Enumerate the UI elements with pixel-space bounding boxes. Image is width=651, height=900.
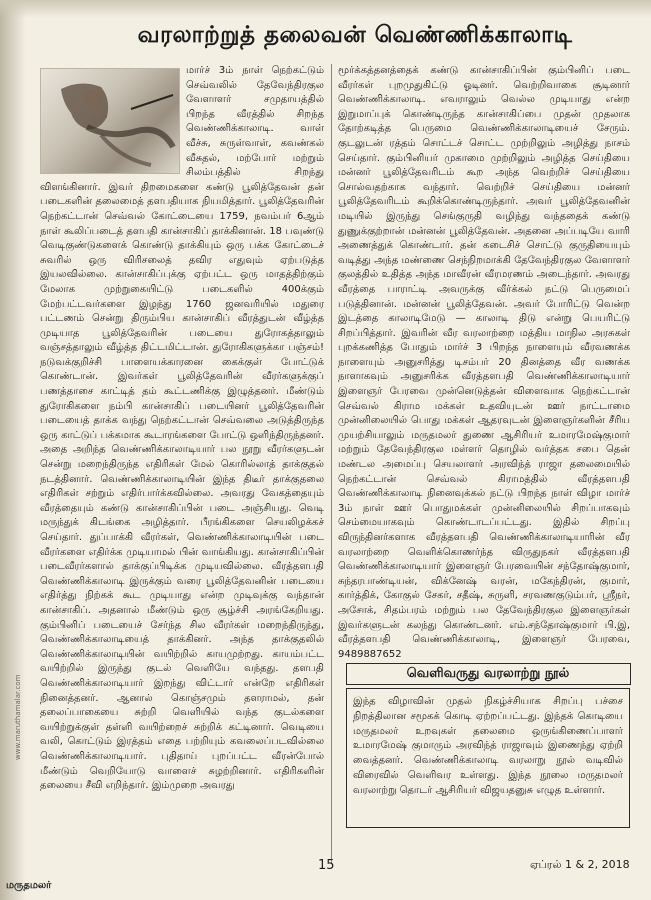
left-column-text: மார்ச் 3ம் நாள் நெற்கட்டும் செவ்வலில் தேவேந்திரகுல வேளாளர் சமுதாயத்தில் பிறந்த வீரத்தில் சிறந்த வெண்ணிக்காலாடி. வாள் வீச்சு, சுருள்வாள், கவண்கல் வீசுதல், மற்போர் மற்றும் சிலம்பத்தில் சிறந்து விளங்கினார். இவர் திறமைகளை கண்டு பூலித்தேவன் தன் படைகளின் தலைமைத் தளபதியாக நியமித்தார். பூலித்தேவரின் நெற்கட்டான் செவ்வல் கோட்டையை 1759, நவம்பர் 6ஆம் நாள் கூலிப்படைத் தளபதி கான்சாகிப் தாக்கினான். 18 பவுண்டு வெடிகுண்டுகளைக் கொண்டு தாக்கியும் ஒரு பக்க கோட்டைச் சுவரில் ஒரு விரிசலைத் தவிர எதுவும் ஏற்படுத்த இயலவில்லை. கான்சாகிப்புக்கு ஏற்பட்ட ஒரு மாதத்திற்கும் மேலாக முற்றுகையிட்டு படைகளில் 400க்கும் மேற்பட்டவர்களை இழந்து 1760 ஜனவரியில் மதுரை பட்டணம் சென்று திரும்பிய கான்சாகிப் வீரத்துடன் வீழ்த்த முடியாத பூலித்தேவரின் படையை துரோகத்தாலும் வஞ்சத்தாலும் வீழ்த்த திட்டமிட்டான். துரோகிகளுக்கா பஞ்சம்! நடுவக்குறிச்சி பாளையக்காரனை கைக்குள் போட்டுக் கொண்டான். இவர்கள் பூலித்தேவரின் வீரர்களுக்குப் பணத்தாசை காட்டித் தம் கூட்டணிக்கு இழுத்தனர். மீண்டும் துரோகிகளை நம்பி கான்சாகிப் படையினர் பூலித்தேவரின் படையைத் தாக்க வந்து நெற்கட்டான் செவ்வலை அடுத்திருந்த ஒரு காட்டுப் பக்கமாக கூடாரங்களை போட்டு ஒளிந்திருந்தனர். அதை அறிந்த வெண்ணிக்காலாடியார் பல நூறு வீரர்களுடன் சென்று மறைந்திருந்த எதிரிகள் மேல் கொரில்லாத் தாக்குதல் நடத்தினார். வெண்ணிக்காலாடியின் இந்த திடீர் தாக்குதலை எதிரிகள் சற்றும் எதிர்பார்க்கவில்லை. அவரது வேகத்தையும் வீரத்தையும் கண்டு கான்சாகிப்பின் படை அஞ்சியது. வெடி மருந்துக் கிடங்கை அழித்தார். பீரங்கிகளை செயலிழக்கச் செய்தார். துப்பாக்கி வீரர்கள், வெண்ணிக்காலாடியின் படை வீரர்களை எதிர்க்க முடியாமல் பின் வாங்கியது. கான்சாகிப்பின் படைவீரர்களால் தாக்குப்பிடிக்க முடியவில்லை. வீரத்தளபதி வெண்ணிக்காலாடி இருக்கும் வரை பூலித்தேவனின் படையை எதிர்த்து நிற்கக் கூட முடியாது என்ற முடிவுக்கு வந்தான் கான்சாகிப். அதனால் மீண்டும் ஒரு சூழ்ச்சி அரங்கேறியது. கும்பினிப் படையைச் சேர்ந்த சில வீரர்கள் மறைந்திருந்து, வெண்ணிக்காலாடியைத் தாக்கினர். அந்த தாக்குதலில் வெண்ணிக்காலாடியின் வயிற்றில் காயமுற்றது. காயம்பட்ட வயிற்றில் இருந்து குடல் வெளியே வந்தது. தளபதி வெண்ணிக்காலாடியார் இறந்து விட்டார் என்றே எதிரிகள் நினைத்தனர். ஆனால் கொஞ்சமும் தளராமல், தன் தலைப்பாகையை சுற்றி வெளியில் வந்த குடல்களை வயிற்றுக்குள் தள்ளி வயிற்றைச் சுற்றிக் கட்டினார். வெடியை வலி, கொட்டும் இரத்தம் எதை பற்றியும் கவலைப்படவில்லை வெண்ணிக்காலாடியார். புதிதாய் புறப்பட்ட வீரன்போல் மீண்டும் வெறியோடு வாளைச் சுழற்றினார். எதிரிகளின் தலையை சீவி எறிந்தார். இம்முறை அவரது: [40, 65, 324, 792]
warrior-sketch-icon: [41, 69, 179, 173]
right-column-text: மூர்க்கத்தனத்தைக் கண்டு கான்சாகிப்பின் கும்பினிப் படை வீரர்கள் புறமுதுகிட்டு ஓடினர். வெற்றிவாகை சூடினார் வெண்ணிக்காலாடி. எவராலும் வெல்ல முடியாது என்ற இறுமாப்புக் கொண்டிருந்த கான்சாகிப்பை முதன் முதலாக தோற்கடித்த பெருமை வெண்ணிக்காலாடியைச் சேரும். குடலுடன் ரத்தம் சொட்டச் சொட்ட முற்றிலும் அழித்து நாசம் செய்தார். கும்பினியர் முகாமை முற்றிலும் அழித்த செய்தியை மன்னர் பூலித்தேவரிடம் கூற அந்த வெற்றிச் செய்தியை சொல்வதற்காக வந்தார். வெற்றிச் செய்தியை மன்னர் பூலித்தேவரிடம் கூறிக்கொண்டிருந்தார். அவர் பூலித்தேவனின் மடியில் இருந்து செங்குருதி வழிந்து வந்ததைக் கண்டு துணுக்குற்றான் மன்னன் பூலித்தேவன். அதனை அப்படியே வாரி அணைத்துக் கொண்டார். தன் கடைசிச் சொட்டு குருதியையும் வடித்து அந்த மண்ணை செந்நிறமாக்கி தேவேந்திரகுல வேளாளர் குலத்தில் உதித்த அந்த மாவீரன் வீரமரணம் அடைந்தார். அவரது வீரத்தை பாராட்டி அவருக்கு வீர்க்கல் நட்டு பெருமைப் படுத்தினான். மன்னன் பூலித்தேவன். அவர் போரிட்டு வென்ற இடத்தை காலாடிமேடு — காலாடி திடு என்று பெயரிட்டு சிறப்பித்தார். இவரின் வீர வரலாற்றை மத்திய மாநில அரசுகள் புறக்கணித்த போதும் மார்ச் 3 பிறந்த நாளையும் வீரவணக்க நாளையும் அனுசரித்து டிசம்பர் 20 தினத்தை வீர வணக்க நாளாகவும் அனுசரிக்க வீரத்தளபதி வெண்ணிக்காலாடியார் இளைஞர் பேரவை முன்னெடுத்தன் விளைவாக நெற்கட்டான் செவ்வல் கிராம மக்கள் உதவியுடன் ஊர் நாட்டாமை முன்னிலையில் பொது மக்கள் ஆதரவுடன் இளைஞர்களின் சீரிய முயற்சியாலும் மருதமலர் துணை ஆசிரியர் உமாரமேஷ்குமார் மற்றும் தேவேந்திரகுல மள்ளர் தொழில் வர்த்தக சபை தென் மண்டல அமைப்பு செயலாளர் அரவிந்த் ராஜா தலைமையில் நெற்கட்டான் செவ்வல் கிராமத்தில் வீரத்தளபதி வெண்ணிக்காலாடி நினைவுக்கல் நட்டு பிறந்த நாள் விழா மார்ச் 3ம் நாள் ஊர் பொதுமக்கள் முன்னிலையில் சிறப்பாகவும் செம்மையாகவும் கொண்டாடப்பட்டது. இதில் சிறப்பு விருந்தினர்களாக வீரத்தளபதி வெண்ணிக்காலாடியாரின் வீர வரலாற்றை வெளிக்கொணர்ந்த விருதுநகர் வீரத்தளபதி வெண்ணிக்காலாடியார் இளைஞர் பேரவையின் சந்தோஷ்குமார், சுந்தரபாண்டியன், விக்னேஷ் வரன், மகேந்திரன், குமார், கார்த்திக், கோகுல் சேகர், சதீஷ், சுருளி, சரவணகுடும்பர், ஸ்ரீநர், அசோக், சிதம்பரம் மற்றும் பல தேவேந்திரகுல இளைஞர்கள் இவர்களுடன் கலந்து கொண்டனர். எம்.சந்தோஷ்குமார் பி.இ, வீரத்தளபதி வெண்ணிக்காலாடி, இளைஞர் பேரவை, 9489887652: [338, 65, 630, 660]
page-number: 15: [318, 858, 335, 873]
page-gutter-shadow: [0, 0, 26, 900]
article-right-column: [338, 64, 630, 660]
sidebar-box: [346, 666, 630, 828]
article-title: வரலாற்றுத் தலைவன் வெண்ணிக்காலாடி: [137, 22, 573, 48]
box-title: வெளிவருது வரலாற்று நூல்: [346, 663, 631, 685]
column-divider: [331, 64, 332, 864]
page-top-shadow: [0, 0, 651, 18]
article-left-column: [40, 64, 324, 864]
magazine-name: மருதமலர்: [6, 880, 52, 891]
issue-date: ஏப்ரல் 1 & 2, 2018: [530, 858, 630, 871]
website-url: www.maruthamalar.com: [14, 674, 22, 760]
portrait-illustration: [40, 68, 180, 174]
box-body: இந்த விழாவின் முதல் நிகழ்ச்சியாக சிறப்பு பச்சை நிறத்திலான சமூகக் கொடி ஏற்றப்பட்டது. இந்தக் கொடியை மருதமலர் உறவுகள் தலைமை ஒருங்கிணைப்பாளர் உமாரமேஷ் குமாரும் அரவிந்த் ராஜாவும் இணைந்து ஏற்றி வைத்தனர். வெண்ணிக்காலாடி வரலாறு நூல் வடிவில் விரைவில் வெளிவர உள்ளது. இந்த நூலை மருதமலர் வரலாற்று தொடர் ஆசிரியர் விஜயதனுசு எழுத உள்ளார்.: [353, 696, 623, 796]
